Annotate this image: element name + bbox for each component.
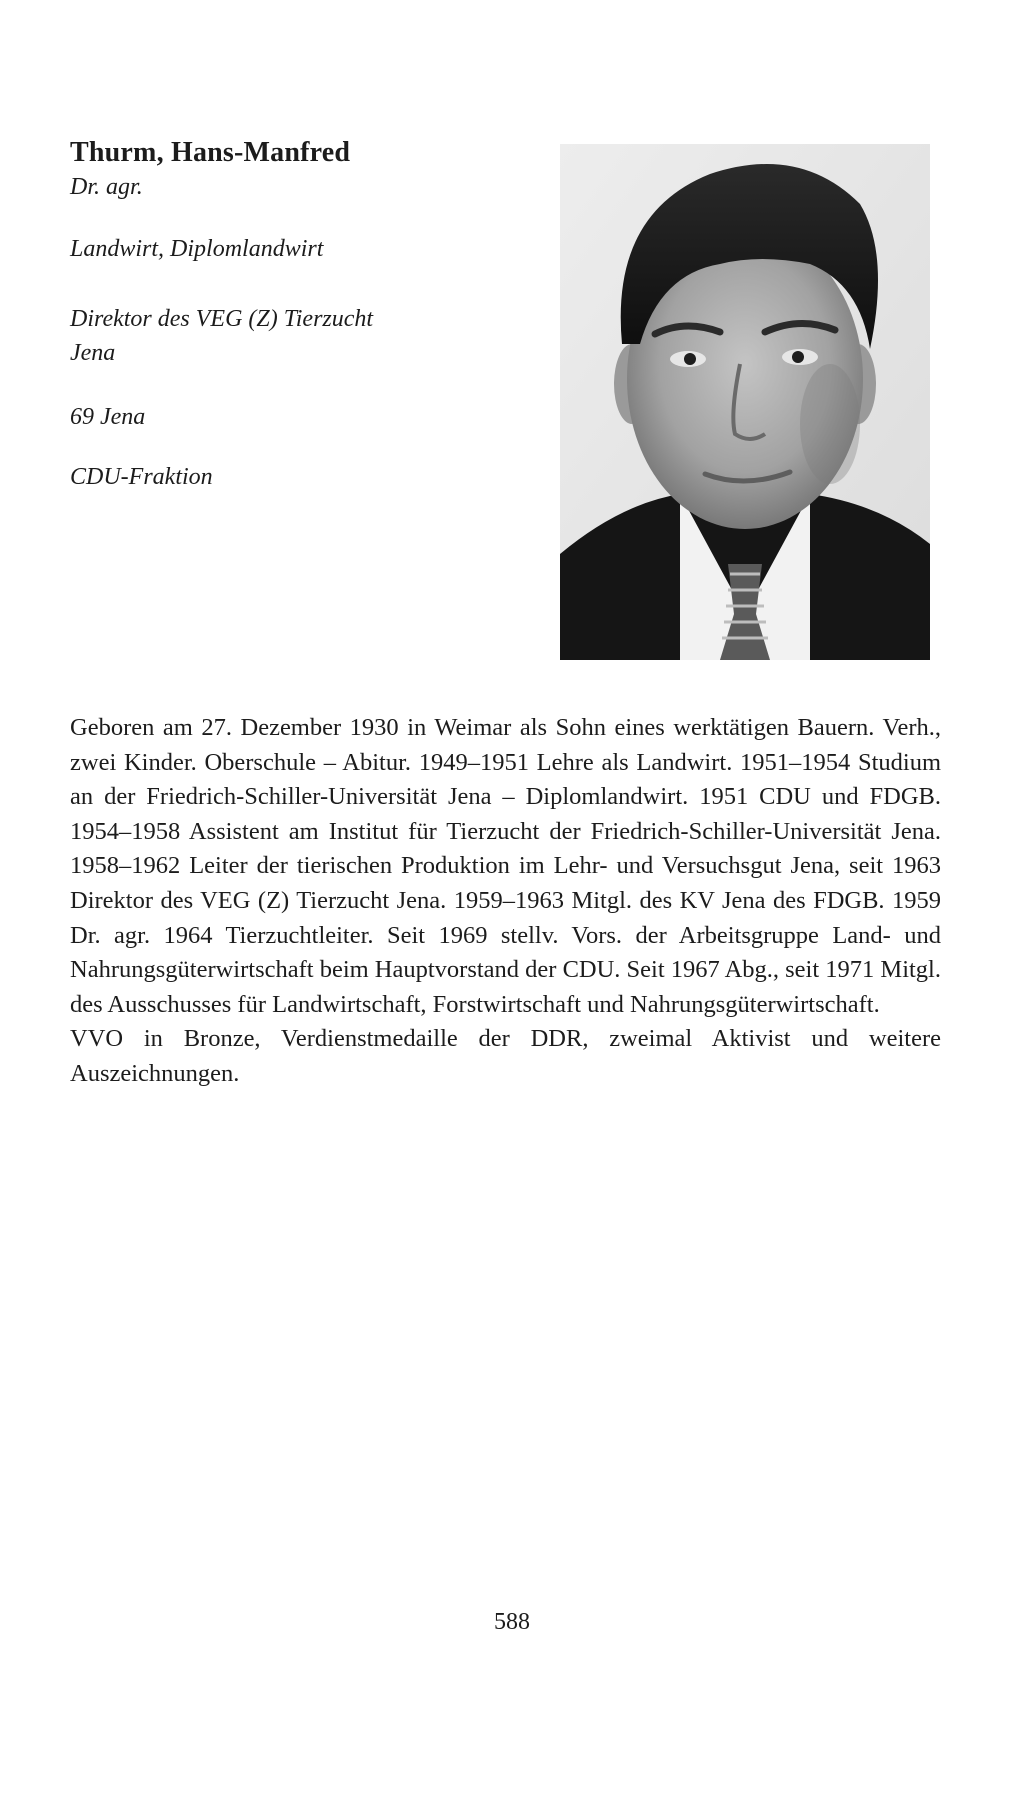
faction: CDU-Fraktion bbox=[70, 464, 213, 490]
portrait-photo-icon bbox=[560, 144, 930, 660]
position-block bbox=[70, 302, 373, 370]
profession: Landwirt, Diplomlandwirt bbox=[70, 236, 324, 262]
portrait-photo bbox=[560, 144, 930, 660]
position-line-2: Jena bbox=[70, 340, 116, 366]
address: 69 Jena bbox=[70, 404, 146, 430]
person-name: Thurm, Hans-Manfred bbox=[70, 137, 351, 168]
biography bbox=[70, 711, 941, 1092]
entry-header bbox=[70, 136, 540, 204]
biography-paragraph-2: VVO in Bronze, Verdienstmedaille der DDR, zweimal Aktivist und weitere Auszeichnungen. bbox=[70, 1025, 941, 1087]
position-line-1: Direktor des VEG (Z) Tierzucht bbox=[70, 306, 374, 332]
page-number: 588 bbox=[494, 1609, 530, 1635]
biography-paragraph-1: Geboren am 27. Dezember 1930 in Weimar als Sohn eines werktätigen Bauern. Verh., zwei Kinder. Oberschule – Abitur. 1949–1951 Lehre als Landwirt. 1951–1954 Studium an der Friedrich-Schiller-Universität Jena – Diplomlandwirt. 1951 CDU und FDGB. 1954–1958 Assistent am Institut für Tierzucht der Friedrich-Schiller-Universität Jena. 1958–1962 Leiter der tierischen Produktion im Lehr- und Versuchsgut Jena, seit 1963 Direktor des VEG (Z) Tierzucht Jena. 1959–1963 Mitgl. des KV Jena des FDGB. 1959 Dr. agr. 1964 Tierzuchtleiter. Seit 1969 stellv. Vors. der Arbeitsgruppe Land- und Nahrungsgüterwirtschaft beim Hauptvorstand der CDU. Seit 1967 Abg., seit 1971 Mitgl. des Ausschusses für Landwirtschaft, Forstwirtschaft und Nahrungsgüterwirtschaft. bbox=[70, 714, 941, 1018]
academic-title: Dr. agr. bbox=[70, 174, 143, 200]
